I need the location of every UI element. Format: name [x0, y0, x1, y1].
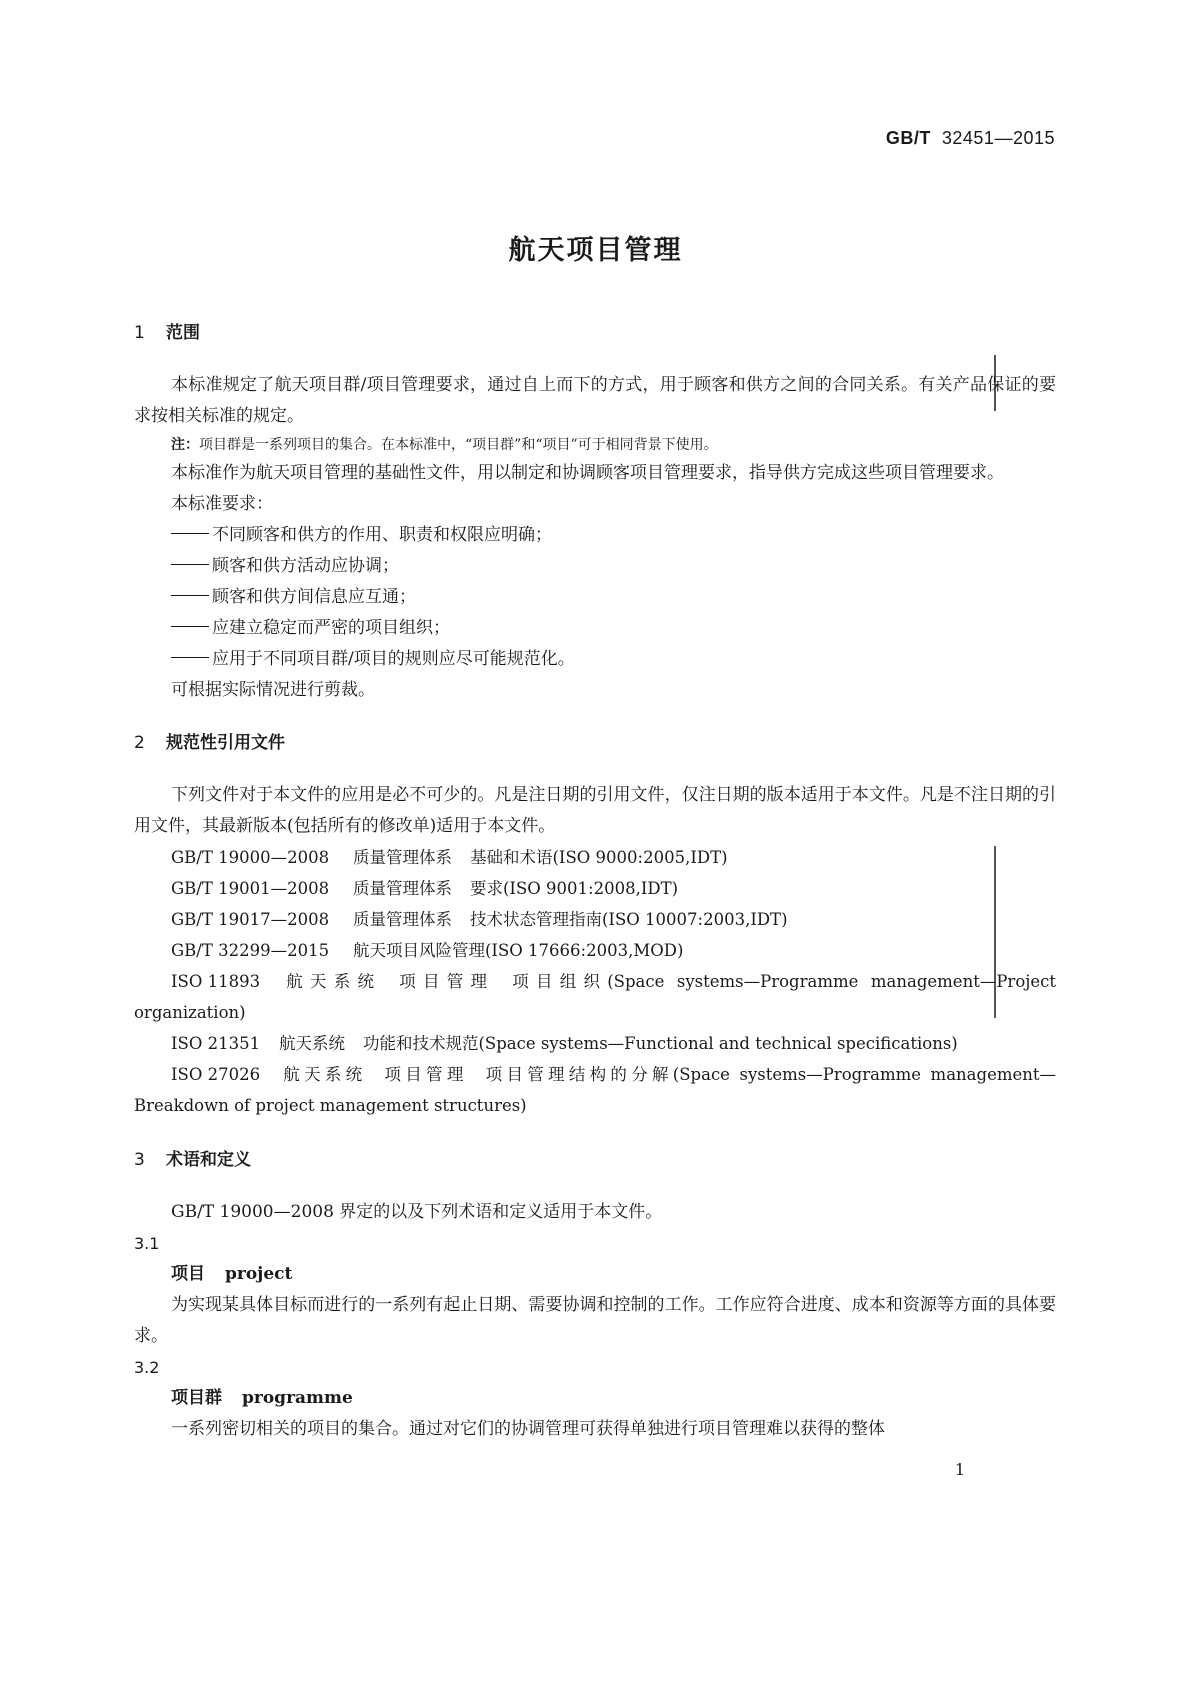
reference-item: GB/T 19001—2008 质量管理体系 要求(ISO 9001:2008,IDT)	[171, 879, 679, 898]
section-heading: 1 范围	[134, 323, 200, 343]
note: 注：项目群是一系列项目的集合。在本标准中，“项目群”和“项目”可于相同背景下使用。	[171, 437, 718, 453]
reference-item: GB/T 32299—2015 航天项目风险管理(ISO 17666:2003,MOD)	[171, 941, 684, 960]
list-item: 应用于不同项目群/项目的规则应尽可能规范化。	[134, 644, 1056, 675]
list-item: 顾客和供方间信息应互通；	[134, 582, 1056, 613]
term-name: 项目群 programme	[171, 1388, 353, 1408]
standard-code: GB/T 32451—2015	[885, 128, 1055, 148]
reference-item: ISO 21351 航天系统 功能和技术规范(Space systems—Functional and technical specifications)	[171, 1034, 958, 1053]
list-item: 顾客和供方活动应协调；	[134, 551, 1056, 582]
term-number: 3.2	[134, 1358, 160, 1377]
document-body	[134, 318, 1056, 1445]
paragraph: 下列文件对于本文件的应用是必不可少的。凡是注日期的引用文件，仅注日期的版本适用于本文件。凡是不注日期的引用文件，其最新版本(包括所有的修改单)适用于本文件。	[134, 785, 1056, 836]
section-heading: 3 术语和定义	[134, 1150, 251, 1170]
list-item: 不同顾客和供方的作用、职责和权限应明确；	[134, 520, 1056, 551]
term-number: 3.1	[134, 1234, 160, 1253]
paragraph: 本标准规定了航天项目群/项目管理要求，通过自上而下的方式，用于顾客和供方之间的合同关系。有关产品保证的要求按相关标准的规定。	[134, 375, 1056, 426]
term-definition: 一系列密切相关的项目的集合。通过对它们的协调管理可获得单独进行项目管理难以获得的整体	[171, 1419, 885, 1439]
term-name: 项目 project	[171, 1264, 293, 1284]
reference-item: GB/T 19000—2008 质量管理体系 基础和术语(ISO 9000:2005,IDT)	[171, 848, 728, 867]
paragraph: 本标准要求：	[171, 494, 273, 514]
paragraph: GB/T 19000—2008 界定的以及下列术语和定义适用于本文件。	[171, 1202, 663, 1222]
list-item: 应建立稳定而严密的项目组织；	[134, 613, 1056, 644]
term-definition: 为实现某具体目标而进行的一系列有起止日期、需要协调和控制的工作。工作应符合进度、成本和资源等方面的具体要求。	[134, 1295, 1056, 1346]
reference-item: ISO 27026 航天系统 项目管理 项目管理结构的分解(Space systems—Programme management—Breakdown of project management structures)	[134, 1065, 1056, 1115]
paragraph: 本标准作为航天项目管理的基础性文件，用以制定和协调顾客项目管理要求，指导供方完成这些项目管理要求。	[171, 463, 1004, 483]
section-heading: 2 规范性引用文件	[134, 733, 285, 753]
reference-item: GB/T 19017—2008 质量管理体系 技术状态管理指南(ISO 10007:2003,IDT)	[171, 910, 788, 929]
paragraph: 可根据实际情况进行剪裁。	[171, 680, 375, 700]
document-title: 航天项目管理	[508, 235, 683, 266]
reference-item: ISO 11893 航天系统 项目管理 项目组织(Space systems—Programme management—Project organization)	[134, 972, 1057, 1022]
page-number: 1	[954, 1460, 965, 1479]
